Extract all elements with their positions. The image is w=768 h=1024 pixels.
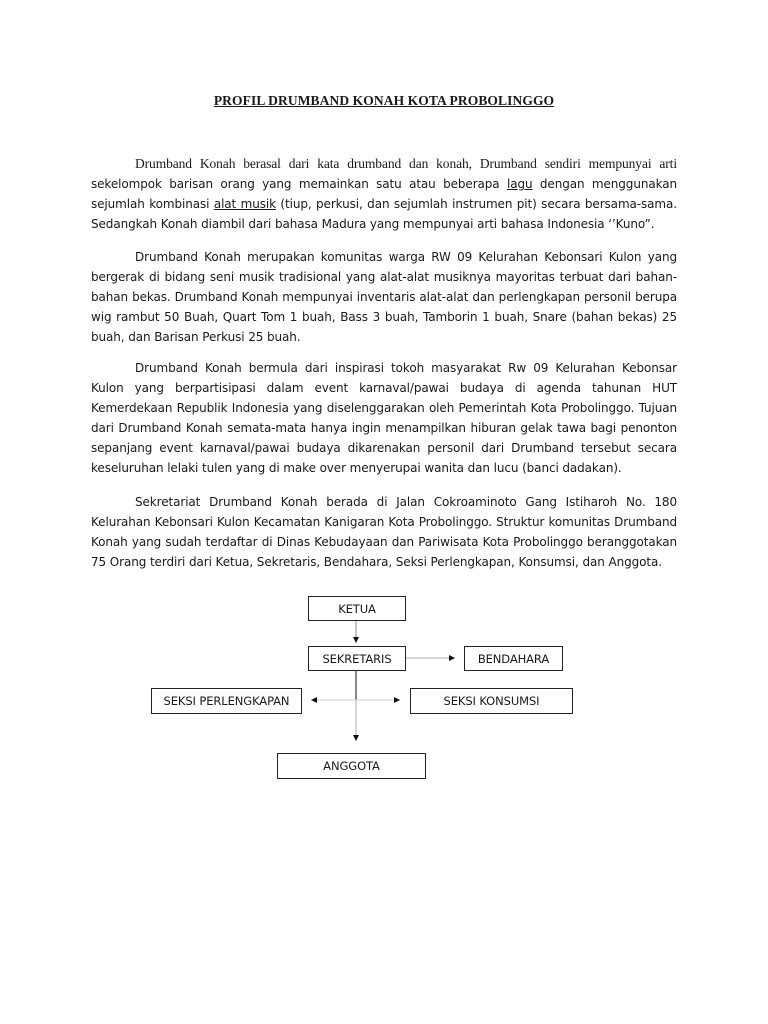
org-box-ketua: KETUA <box>308 596 406 621</box>
paragraph-2: Drumband Konah merupakan komunitas warga RW 09 Kelurahan Kebonsari Kulon yang bergerak di bidang seni musik tradisional yang alat-alat musiknya mayoritas terbuat dari bahan-bahan bekas. Drumband Konah mempunyai inventaris alat-alat dan perlengkapan personil berupa wig rambut 50 Buah, Quart Tom 1 buah, Bass 3 buah, Tamborin 1 buah, Snare (bahan bekas) 25 buah, dan Barisan Perkusi 25 buah. <box>91 250 677 344</box>
paragraph-3: Drumband Konah bermula dari inspirasi tokoh masyarakat Rw 09 Kelurahan Kebonsar Kulon yang berpartisipasi dalam event karnaval/pawai budaya di agenda tahunan HUT Kemerdekaan Republik Indonesia yang diselenggarakan oleh Pemerintah Kota Probolinggo. Tujuan dari Drumband Konah semata-mata hanya ingin menampilkan hiburan gelak tawa bagi penonton sepanjang event karnaval/pawai budaya dikarenakan personil dari Drumband tersebut secara keseluruhan lelaki tulen yang di make over menyerupai wanita dan lucu (banci dadakan). <box>91 361 677 475</box>
paragraph-4: Sekretariat Drumband Konah berada di Jalan Cokroaminoto Gang Istiharoh No. 180 Kelurahan Kebonsari Kulon Kecamatan Kanigaran Kota Probolinggo. Struktur komunitas Drumband Konah yang sudah terdaftar di Dinas Kebudayaan dan Pariwisata Kota Probolinggo beranggotakan 75 Orang terdiri dari Ketua, Sekretaris, Bendahara, Seksi Perlengkapan, Konsumsi, dan Anggota. <box>91 495 677 569</box>
org-box-bendahara: BENDAHARA <box>464 646 563 671</box>
org-box-seksi-konsumsi: SEKSI KONSUMSI <box>410 688 573 714</box>
paragraph-1-intro: Drumband Konah berasal dari kata drumband dan konah, Drumband sendiri mempunyai arti <box>135 156 677 171</box>
org-box-seksi-perlengkapan: SEKSI PERLENGKAPAN <box>151 688 302 714</box>
paragraph-1-text-a: sekelompok barisan orang yang memainkan satu atau beberapa <box>91 177 507 191</box>
paragraph-1-text-b: dengan menggunakan sejumlah kombinasi <box>91 177 677 211</box>
link-alat-musik[interactable]: alat musik <box>213 197 276 211</box>
org-box-anggota: ANGGOTA <box>277 753 426 779</box>
org-box-sekretaris: SEKRETARIS <box>308 646 406 671</box>
paragraph-1-text-c: (tiup, perkusi, dan sejumlah instrumen pit) secara bersama-sama. Sedangkah Konah diambil dari bahasa Madura yang mempunyai arti bahasa Indonesia ‘’Kuno”. <box>91 197 677 231</box>
link-lagu[interactable]: lagu <box>506 177 533 191</box>
document-title: PROFIL DRUMBAND KONAH KOTA PROBOLINGGO <box>213 93 555 108</box>
